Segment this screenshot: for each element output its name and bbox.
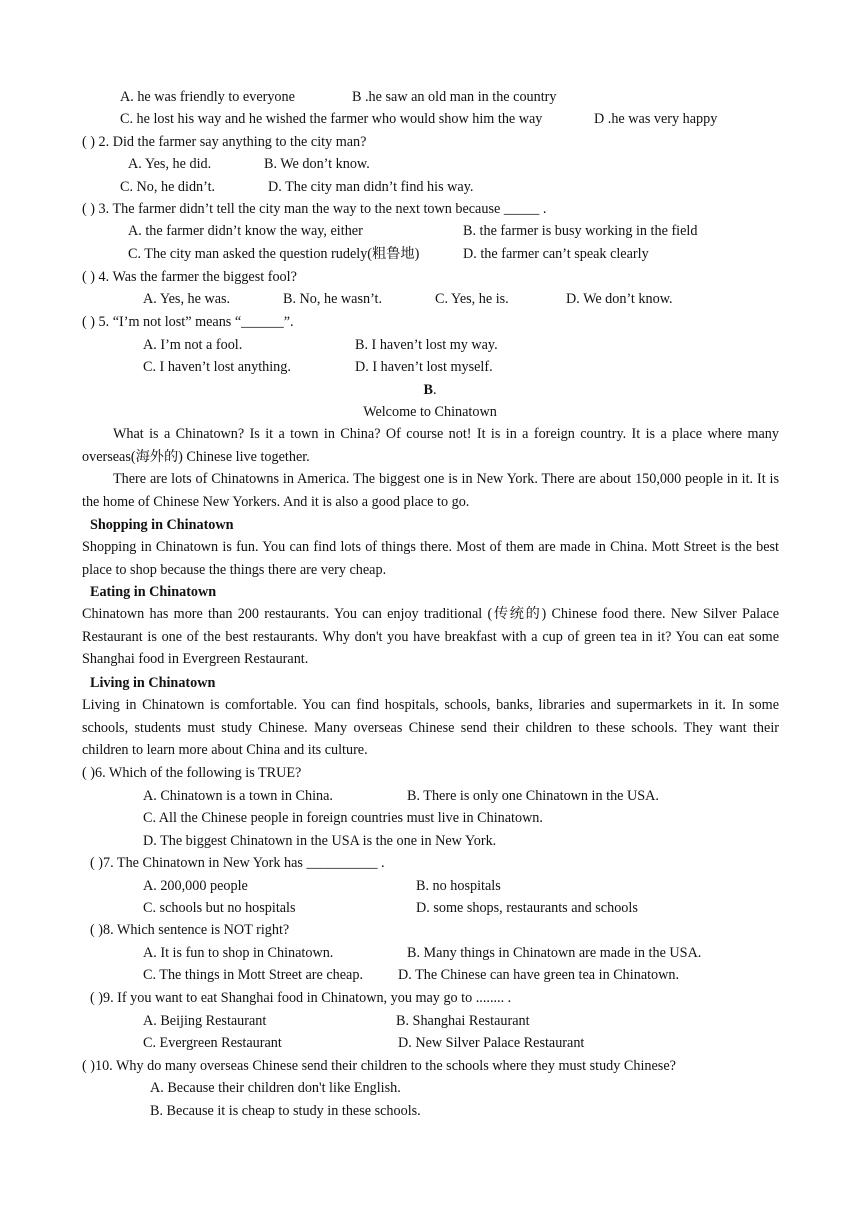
- passage-paragraph-1: What is a Chinatown? Is it a town in China? Of course not! It is in a foreign country. It is a place where many overseas(海外的) Chinese live together.: [82, 426, 779, 465]
- q7-option-a: A. 200,000 people: [143, 878, 248, 894]
- q9-option-d: D. New Silver Palace Restaurant: [398, 1035, 585, 1051]
- q9-option-b: B. Shanghai Restaurant: [396, 1013, 530, 1029]
- q6-option-a: A. Chinatown is a town in China.: [143, 788, 333, 804]
- q8-option-a: A. It is fun to shop in Chinatown.: [143, 945, 334, 961]
- passage-shopping: Shopping in Chinatown is fun. You can find lots of things there. Most of them are made in China. Mott Street is the best place to shop because the things there are very cheap.: [82, 539, 779, 578]
- q10-option-a: A. Because their children don't like English.: [150, 1080, 401, 1096]
- section-b-letter: B: [423, 382, 433, 398]
- q2-option-c: C. No, he didn’t.: [120, 179, 216, 195]
- q7-stem: ( )7. The Chinatown in New York has __________ .: [90, 855, 385, 871]
- passage-paragraph-2: There are lots of Chinatowns in America. The biggest one is in New York. There are about 150,000 people in it. It is the home of Chinese New Yorkers. And it is also a good place to go.: [82, 471, 779, 510]
- q5-option-c: C. I haven’t lost anything.: [143, 359, 291, 375]
- q8-stem: ( )8. Which sentence is NOT right?: [90, 922, 290, 938]
- q2-stem: ( ) 2. Did the farmer say anything to the city man?: [82, 134, 367, 150]
- q5-option-a: A. I’m not a fool.: [143, 337, 243, 353]
- q4-option-d: D. We don’t know.: [566, 291, 673, 307]
- q6-option-b: B. There is only one Chinatown in the USA.: [407, 788, 659, 804]
- q9-option-c: C. Evergreen Restaurant: [143, 1035, 282, 1051]
- q6-stem: ( )6. Which of the following is TRUE?: [82, 765, 302, 781]
- q2-option-a: A. Yes, he did.: [128, 156, 212, 172]
- q7-option-d: D. some shops, restaurants and schools: [416, 900, 638, 916]
- q7-option-b: B. no hospitals: [416, 878, 501, 894]
- heading-living: Living in Chinatown: [90, 675, 216, 691]
- q1-option-d: D .he was very happy: [594, 111, 718, 127]
- q3-option-c: C. The city man asked the question rudely(粗鲁地): [128, 246, 420, 262]
- q10-stem: ( )10. Why do many overseas Chinese send their children to the schools where they must study Chinese?: [82, 1058, 676, 1074]
- q4-stem: ( ) 4. Was the farmer the biggest fool?: [82, 269, 297, 285]
- section-b-title: Welcome to Chinatown: [363, 404, 497, 420]
- q5-stem: ( ) 5. “I’m not lost” means “______”.: [82, 314, 294, 330]
- q3-option-d: D. the farmer can’t speak clearly: [463, 246, 649, 262]
- q8-option-d: D. The Chinese can have green tea in Chinatown.: [398, 967, 680, 983]
- q4-option-b: B. No, he wasn’t.: [283, 291, 383, 307]
- q6-option-c: C. All the Chinese people in foreign countries must live in Chinatown.: [143, 810, 543, 826]
- heading-shopping: Shopping in Chinatown: [90, 517, 234, 533]
- q4-option-a: A. Yes, he was.: [143, 291, 231, 307]
- q4-option-c: C. Yes, he is.: [435, 291, 509, 307]
- q8-option-c: C. The things in Mott Street are cheap.: [143, 967, 363, 983]
- passage-living: Living in Chinatown is comfortable. You can find hospitals, schools, banks, libraries and supermarkets in it. In some schools, students must study Chinese. Many overseas Chinese send their children to these schools. They want their children to learn more about China and its culture.: [82, 697, 779, 758]
- heading-eating: Eating in Chinatown: [90, 584, 217, 600]
- q1-option-c: C. he lost his way and he wished the farmer who would show him the way: [120, 111, 543, 127]
- q3-option-a: A. the farmer didn’t know the way, either: [128, 223, 363, 239]
- section-b-label: [0, 381, 860, 399]
- q3-stem: ( ) 3. The farmer didn’t tell the city man the way to the next town because _____ .: [82, 201, 547, 217]
- q2-option-d: D. The city man didn’t find his way.: [268, 179, 474, 195]
- q7-option-c: C. schools but no hospitals: [143, 900, 296, 916]
- q5-option-d: D. I haven’t lost myself.: [355, 359, 493, 375]
- q3-option-b: B. the farmer is busy working in the field: [463, 223, 698, 239]
- q10-option-b: B. Because it is cheap to study in these schools.: [150, 1103, 421, 1119]
- q2-option-b: B. We don’t know.: [264, 156, 370, 172]
- q1-option-b: B .he saw an old man in the country: [352, 89, 557, 105]
- passage-eating: Chinatown has more than 200 restaurants. You can enjoy traditional (传统的) Chinese food there. New Silver Palace Restaurant is one of the best restaurants. Why don't you have breakfast with a cup of green tea in it? You can eat some Shanghai food in Evergreen Restaurant.: [82, 606, 779, 667]
- q5-option-b: B. I haven’t lost my way.: [355, 337, 498, 353]
- q6-option-d: D. The biggest Chinatown in the USA is the one in New York.: [143, 833, 497, 849]
- q9-stem: ( )9. If you want to eat Shanghai food in Chinatown, you may go to ........ .: [90, 990, 512, 1006]
- section-b-dot: .: [432, 382, 437, 398]
- q8-option-b: B. Many things in Chinatown are made in the USA.: [407, 945, 702, 961]
- q1-option-a: A. he was friendly to everyone: [120, 89, 295, 105]
- q9-option-a: A. Beijing Restaurant: [143, 1013, 267, 1029]
